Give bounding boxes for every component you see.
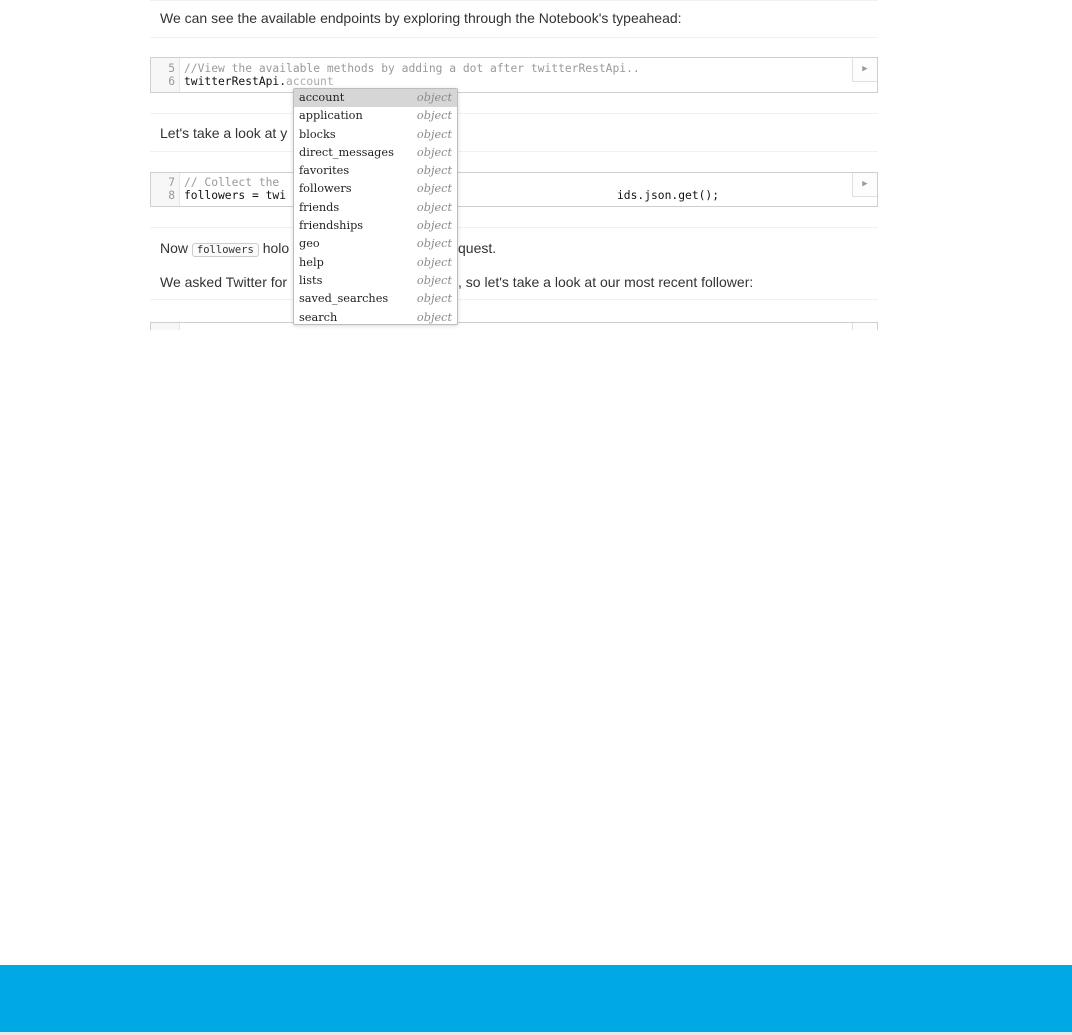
line-number: 6 — [168, 75, 175, 88]
typeahead-item-account[interactable] — [294, 89, 457, 107]
code-text: twitterRestApi. — [184, 75, 287, 88]
typeahead-item-favorites[interactable] — [294, 162, 457, 180]
typeahead-item-kind: object — [416, 237, 452, 251]
typeahead-item-application[interactable] — [294, 107, 457, 125]
typeahead-item-kind: object — [416, 127, 452, 141]
typeahead-item-kind: object — [416, 91, 452, 104]
typeahead-item-name: lists — [299, 273, 323, 287]
typeahead-item-name: geo — [299, 237, 320, 251]
typeahead-item-kind: object — [416, 164, 452, 178]
typeahead-item-blocks[interactable] — [294, 126, 457, 144]
markdown-cell-2[interactable] — [150, 113, 878, 152]
code-line-tail[interactable]: ids.json.get(); — [617, 189, 720, 202]
markdown-cell-1[interactable] — [150, 0, 878, 38]
typeahead-item-name: favorites — [299, 164, 350, 178]
typeahead-item-name: friendships — [299, 219, 364, 233]
line-number: 5 — [168, 62, 175, 75]
line-number: 7 — [168, 176, 175, 189]
typeahead-item-name: saved_searches — [299, 292, 389, 306]
typeahead-item-name: application — [299, 109, 363, 123]
typeahead-item-kind: object — [416, 145, 452, 159]
typeahead-item-followers[interactable] — [294, 180, 457, 198]
typeahead-item-direct-messages[interactable] — [294, 144, 457, 162]
code-comment[interactable]: //View the available methods by adding a dot after twitterRestApi.. — [184, 62, 640, 75]
typeahead-item-friendships[interactable] — [294, 217, 457, 235]
text-span: holo — [258, 240, 290, 256]
typeahead-item-kind: object — [416, 200, 452, 214]
typeahead-item-kind: object — [416, 219, 452, 233]
typeahead-item-name: help — [299, 255, 324, 269]
typeahead-item-geo[interactable] — [294, 235, 457, 253]
markdown-text: Let's take a look at y — [160, 125, 288, 141]
code-cell-1[interactable] — [150, 57, 878, 93]
ghost-completion: account — [286, 75, 334, 88]
typeahead-item-kind: object — [416, 310, 452, 324]
typeahead-item-name: blocks — [299, 127, 336, 141]
typeahead-item-kind: object — [416, 109, 452, 123]
inline-code: followers — [192, 243, 259, 257]
markdown-paragraph — [160, 239, 289, 259]
markdown-text: We can see the available endpoints by exploring through the Notebook's typeahead: — [160, 10, 682, 26]
typeahead-item-friends[interactable] — [294, 199, 457, 217]
line-gutter — [151, 58, 180, 92]
markdown-text-tail: quest. — [458, 240, 497, 256]
run-cell-button[interactable] — [852, 323, 877, 330]
typeahead-item-name: search — [299, 310, 338, 324]
run-cell-button[interactable] — [852, 58, 877, 82]
play-icon: ▶ — [862, 64, 868, 74]
typeahead-item-saved-searches[interactable] — [294, 290, 457, 308]
markdown-cell-3[interactable] — [150, 227, 878, 300]
markdown-text-tail: , so let's take a look at our most recent follower: — [458, 274, 754, 290]
typeahead-item-kind: object — [416, 255, 452, 269]
typeahead-item-name: account — [299, 91, 345, 104]
typeahead-item-name: followers — [299, 182, 352, 196]
notebook-area — [0, 0, 1072, 330]
footer-bar — [0, 965, 1072, 1032]
code-line[interactable] — [184, 75, 334, 88]
code-line[interactable]: followers = twi — [184, 189, 287, 202]
code-comment[interactable]: // Collect the — [184, 176, 280, 189]
line-number: 8 — [168, 189, 175, 202]
typeahead-dropdown — [293, 88, 458, 325]
typeahead-item-kind: object — [416, 182, 452, 196]
typeahead-item-name: friends — [299, 200, 340, 214]
typeahead-item-help[interactable] — [294, 254, 457, 272]
run-cell-button[interactable] — [852, 173, 877, 197]
typeahead-item-kind: object — [416, 292, 452, 306]
play-icon: ▶ — [862, 179, 868, 189]
markdown-paragraph: We asked Twitter for — [160, 274, 288, 290]
typeahead-item-name: direct_messages — [299, 145, 394, 159]
line-gutter — [151, 173, 180, 206]
code-cell-2[interactable] — [150, 172, 878, 207]
typeahead-item-search[interactable] — [294, 309, 457, 325]
code-cell-3[interactable] — [150, 322, 878, 330]
text-span: Now — [160, 240, 192, 256]
typeahead-item-lists[interactable] — [294, 272, 457, 290]
typeahead-item-kind: object — [416, 273, 452, 287]
line-gutter — [151, 323, 180, 330]
